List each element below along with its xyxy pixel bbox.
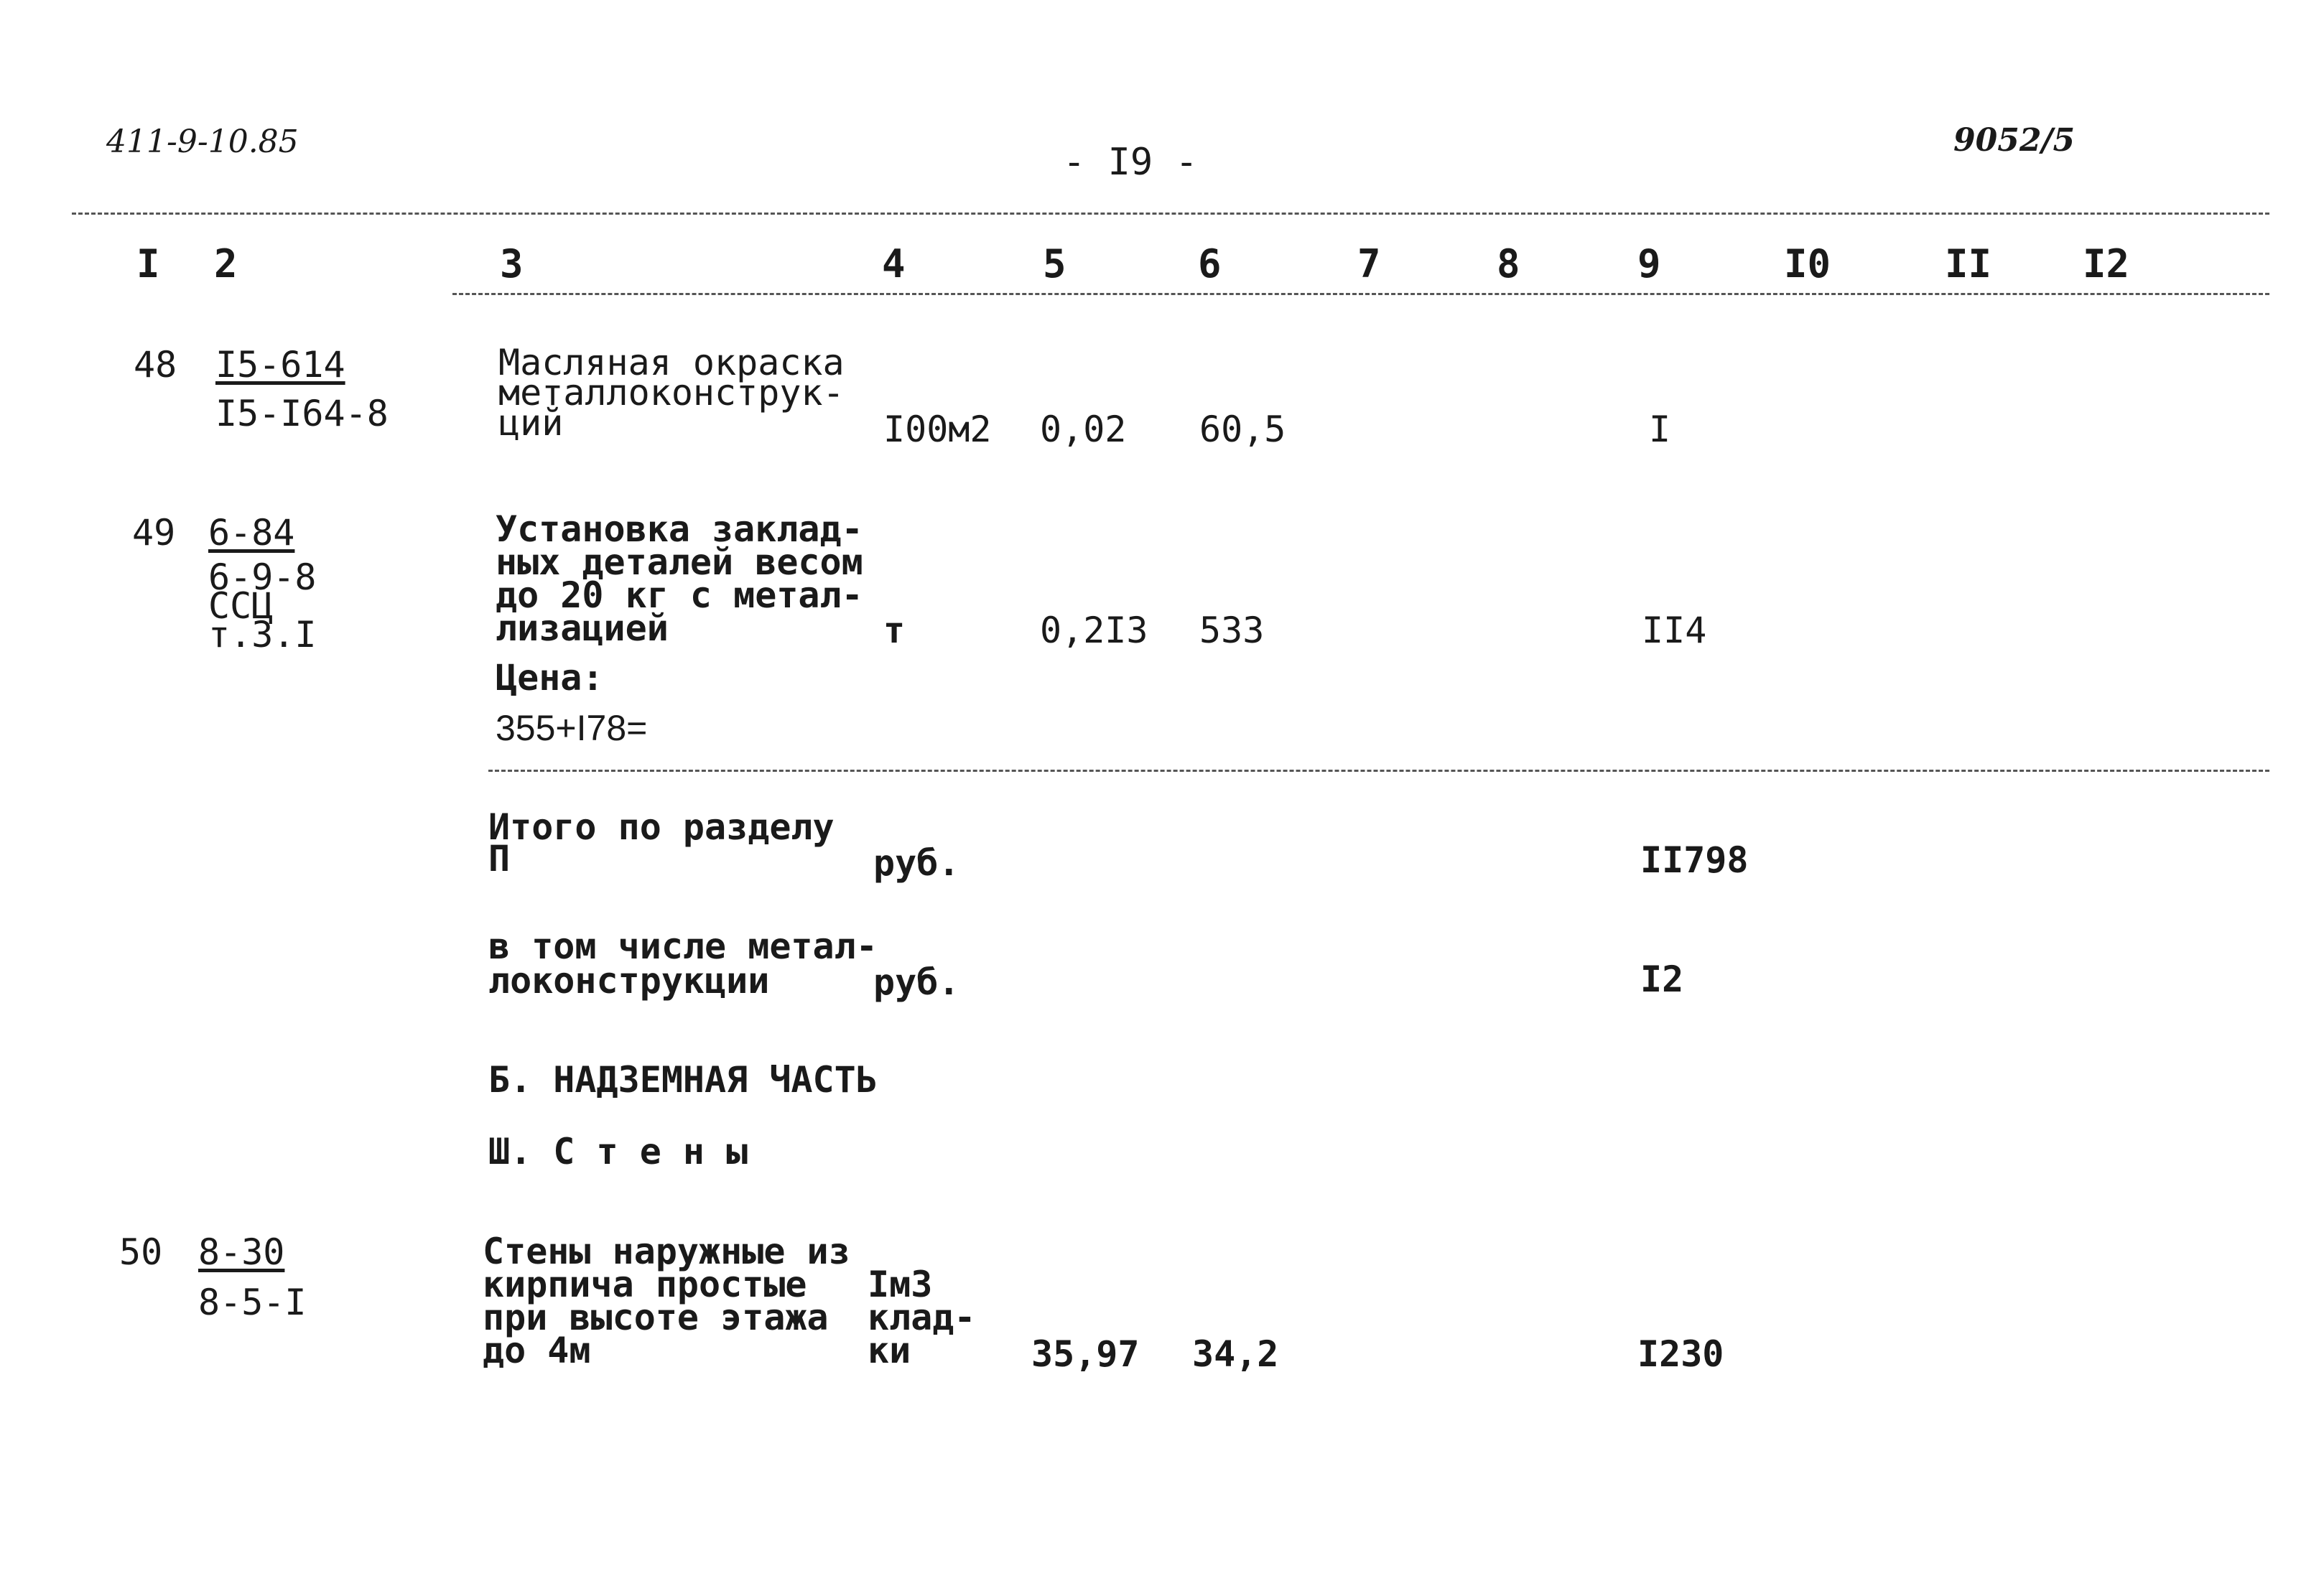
col-header-1: I — [136, 241, 160, 286]
work-description: Установка заклад- ных деталей весом до 20 кг с метал- лизацией — [496, 508, 863, 649]
metal-structures-label: в том числе метал- локонструкции — [488, 925, 878, 1002]
document-code: 411-9-10.85 — [106, 123, 299, 160]
work-description: Масляная окраска металлоконструк- ций — [498, 342, 845, 444]
section-heading-walls: Ш. С т е н ы — [488, 1131, 748, 1172]
total-cost: I — [1649, 409, 1671, 450]
col-header-9: 9 — [1637, 241, 1661, 286]
page-number: - I9 - — [1063, 141, 1198, 184]
quantity: 35,97 — [1031, 1333, 1140, 1375]
col-header-12: I2 — [2083, 241, 2130, 286]
col-header-4: 4 — [882, 241, 906, 286]
col-header-7: 7 — [1357, 241, 1381, 286]
col-header-2: 2 — [214, 241, 238, 286]
sheet-mark: 9052/5 — [1953, 122, 2076, 159]
row-number: 49 — [132, 512, 176, 554]
price-label: Цена: — [496, 657, 604, 699]
quantity: 0,02 — [1040, 409, 1127, 450]
price-calculation: 355+I78= — [496, 708, 648, 748]
unit: Iм3 клад- ки — [868, 1264, 976, 1371]
total-cost: II4 — [1642, 610, 1707, 651]
quantity: 0,2I3 — [1040, 610, 1148, 651]
work-description: Стены наружные из кирпича простые при высоте этажа до 4м — [483, 1231, 850, 1371]
metal-structures-total: I2 — [1640, 958, 1684, 1000]
top-rule — [72, 213, 2269, 215]
col-header-6: 6 — [1198, 241, 1222, 286]
row-number: 48 — [134, 344, 177, 386]
col-header-10: I0 — [1784, 241, 1831, 286]
unit: I00м2 — [883, 409, 992, 450]
rate-code: 6-84 — [208, 512, 295, 554]
unit: т — [883, 610, 906, 651]
subtotal-total: II798 — [1640, 839, 1749, 881]
rate-code-ref: 6-9-8 ССЦ т.3.I — [208, 556, 317, 656]
unit-price: 34,2 — [1192, 1333, 1279, 1375]
row-number: 50 — [119, 1231, 163, 1273]
section-divider — [488, 770, 2269, 772]
col-header-3: 3 — [500, 241, 524, 286]
rate-code-ref: 8-5-I — [198, 1282, 307, 1323]
total-cost: I230 — [1637, 1333, 1724, 1375]
col-header-8: 8 — [1497, 241, 1520, 286]
subtotal-label: Итого по разделу П — [488, 806, 835, 880]
rate-code-ref: I5-I64-8 — [215, 393, 389, 434]
rate-code: 8-30 — [198, 1231, 285, 1273]
header-rule — [452, 293, 2269, 295]
section-heading-above-ground: Б. НАДЗЕМНАЯ ЧАСТЬ — [488, 1059, 878, 1101]
metal-structures-unit: руб. — [873, 961, 960, 1003]
rate-code: I5-614 — [215, 344, 345, 386]
col-header-5: 5 — [1043, 241, 1066, 286]
col-header-11: II — [1945, 241, 1992, 286]
unit-price: 533 — [1199, 610, 1265, 651]
subtotal-unit: руб. — [873, 842, 960, 884]
unit-price: 60,5 — [1199, 409, 1286, 450]
